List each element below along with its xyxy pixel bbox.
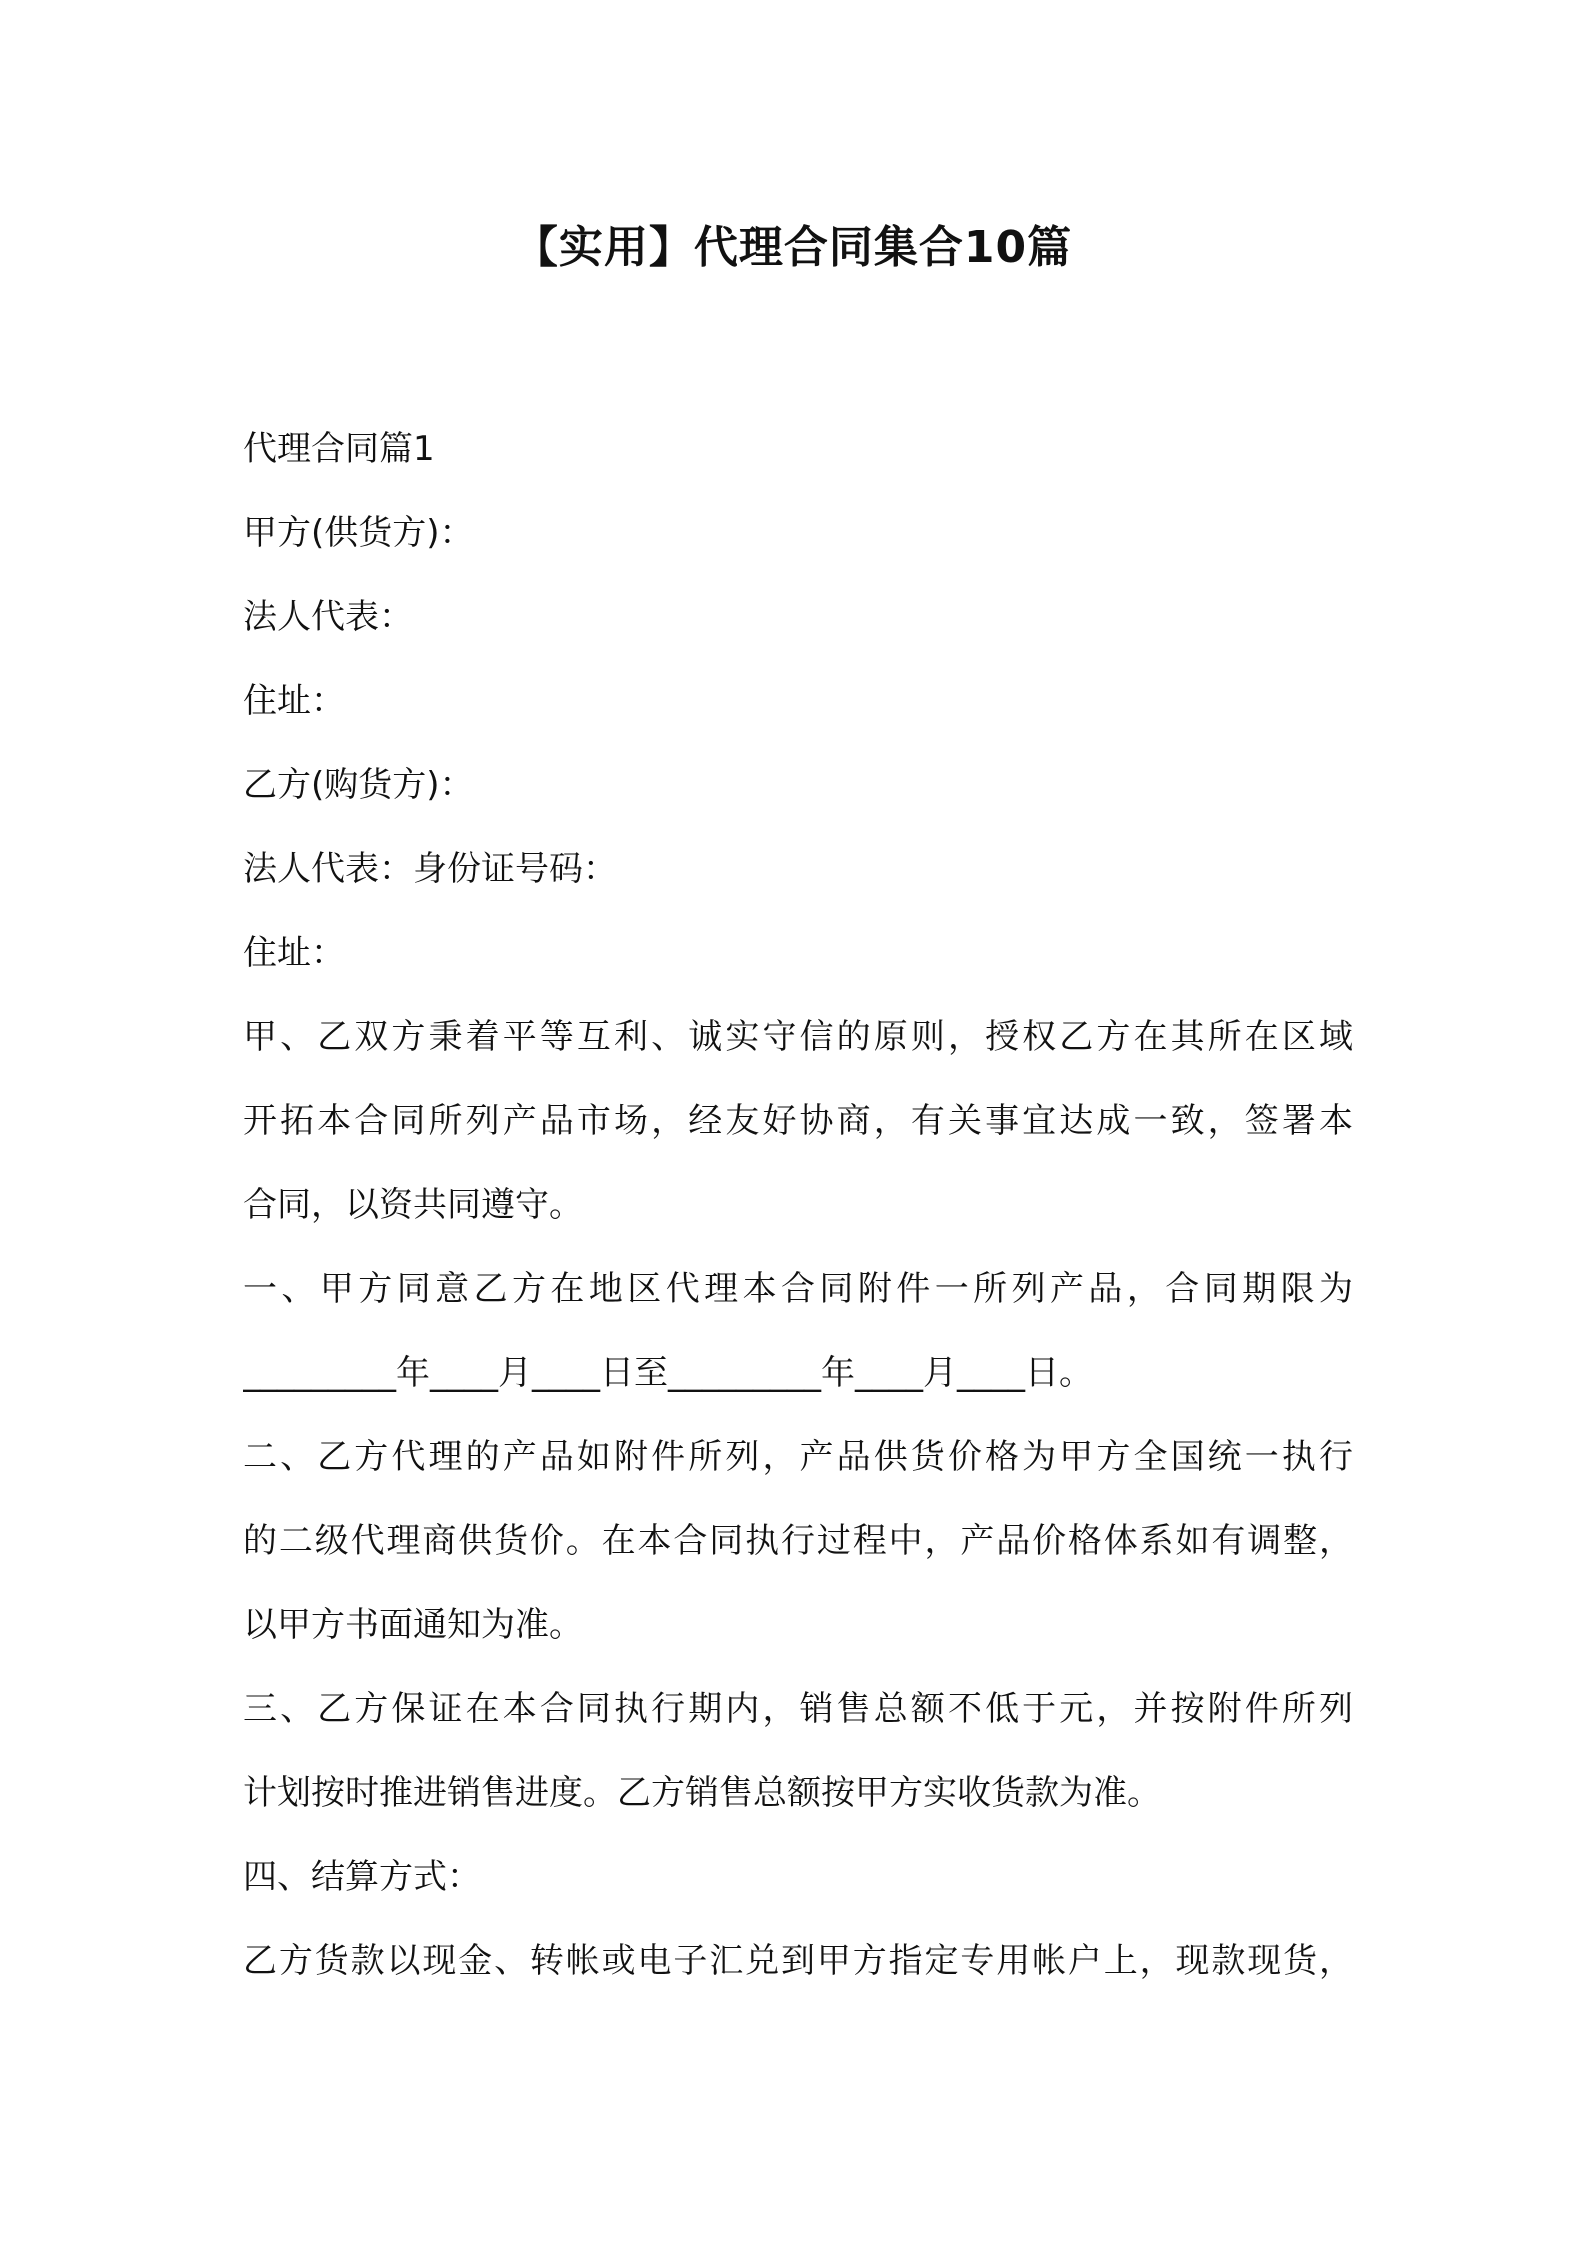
party-b-legal-rep-id: 法人代表：身份证号码：	[243, 849, 617, 889]
party-b-label: 乙方(购货方)：	[243, 765, 474, 805]
party-b-address: 住址：	[243, 933, 345, 973]
clause-1-date-line: _________年____月____日至_________年____月____日。	[243, 1353, 1093, 1393]
section-heading: 代理合同篇1	[243, 429, 435, 469]
paragraph-line: 开拓本合同所列产品市场，经友好协商，有关事宜达成一致，签署本	[243, 1101, 1353, 1141]
party-a-legal-rep: 法人代表：	[243, 597, 413, 637]
clause-3-line: 三、乙方保证在本合同执行期内，销售总额不低于元，并按附件所列	[243, 1689, 1353, 1729]
document-title: 【实用】代理合同集合10篇	[513, 222, 1073, 273]
paragraph-line: 甲、乙双方秉着平等互利、诚实守信的原则，授权乙方在其所在区域	[243, 1017, 1353, 1057]
clause-3-line: 计划按时推进销售进度。乙方销售总额按甲方实收货款为准。	[243, 1773, 1161, 1813]
clause-2-line: 二、乙方代理的产品如附件所列，产品供货价格为甲方全国统一执行	[243, 1437, 1353, 1477]
clause-4-line: 乙方货款以现金、转帐或电子汇兑到甲方指定专用帐户上，现款现货，	[243, 1941, 1353, 1981]
clause-4-heading: 四、结算方式：	[243, 1857, 481, 1897]
clause-2-line: 的二级代理商供货价。在本合同执行过程中，产品价格体系如有调整，	[243, 1521, 1353, 1561]
clause-1-line: 一、甲方同意乙方在地区代理本合同附件一所列产品，合同期限为	[243, 1269, 1353, 1309]
document-body	[243, 407, 1353, 2003]
clause-2-line: 以甲方书面通知为准。	[243, 1605, 583, 1645]
party-a-label: 甲方(供货方)：	[243, 513, 474, 553]
party-a-address: 住址：	[243, 681, 345, 721]
paragraph-line: 合同，以资共同遵守。	[243, 1185, 583, 1225]
